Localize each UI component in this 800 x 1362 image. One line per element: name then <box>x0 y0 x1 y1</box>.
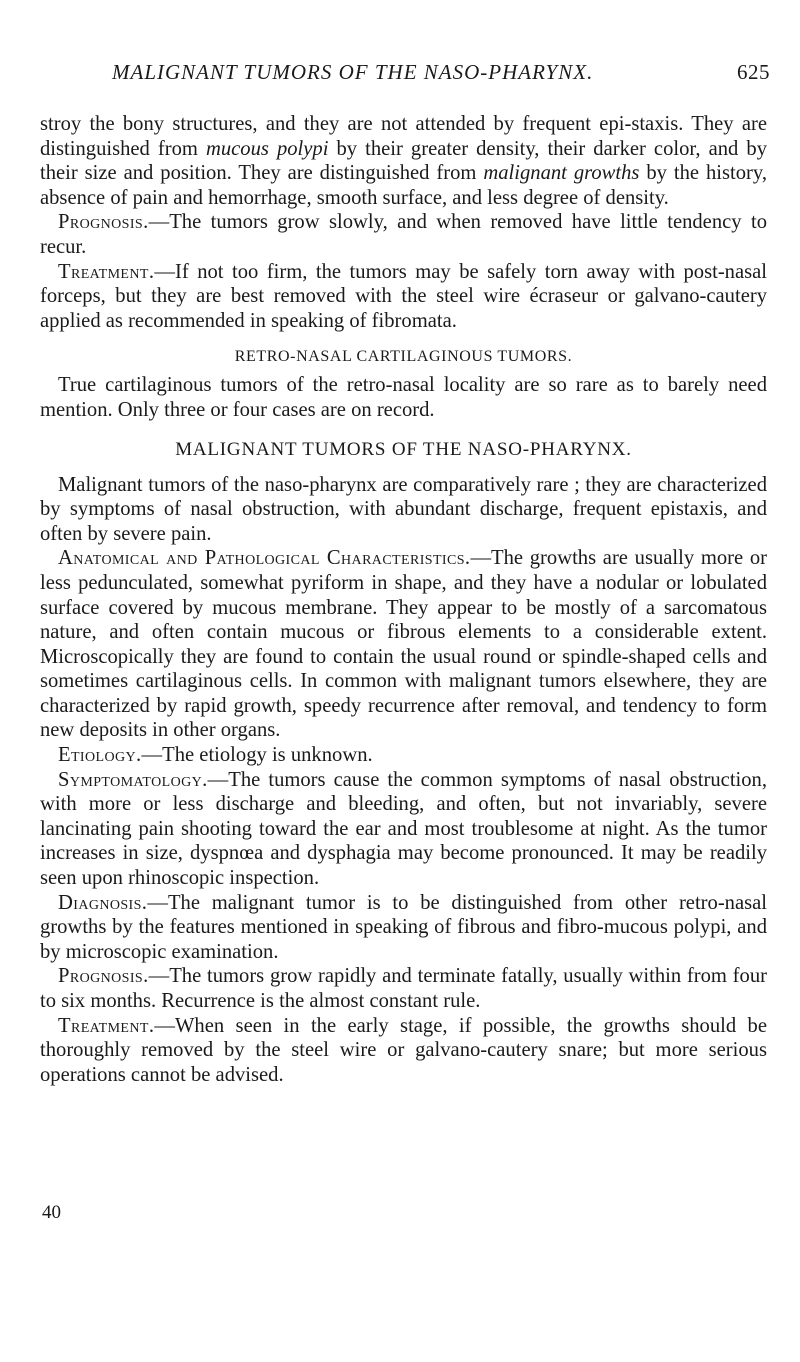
run-in-heading: Treatment. <box>58 260 155 283</box>
run-in-heading: Anatomical and Pathological Characteristics. <box>58 547 471 570</box>
text-run: —The growths are usually more or less pedunculated, somewhat pyriform in shape, and they have a nodular or lobulated surface covered by mucous membrane. They appear to be mostly of a sarcomatous nature, and often contain mucous or fibrous elements to a considerable extent. Microscopically they are found to contain the usual round or spindle-shaped cells and sometimes cartilaginous cells. In common with malignant tumors elsewhere, they are characterized by rapid growth, speedy recurrence after removal, and tendency to form new deposits in other organs. <box>40 547 767 742</box>
italic-term-mucous-polypi: mucous polypi <box>205 137 329 160</box>
text-run: —The malignant tumor is to be distinguished from other retro-nasal growths by the features mentioned in speaking of fibrous and fibro-mucous polypi, and by microscopic examination. <box>40 891 767 963</box>
section-subheading: RETRO-NASAL CARTILAGINOUS TUMORS. <box>234 348 573 366</box>
text-run: —The tumors cause the common symptoms of nasal obstruction, with more or less discharge and bleeding, and often, but not invariably, severe lancinating pain shooting toward the ear and most troublesome at night. As the tumor increases in size, dyspnœa and dysphagia may become pronounced. It may be readily seen upon rhinoscopic inspection. <box>40 768 767 890</box>
paragraph-prognosis <box>40 210 767 259</box>
text-run: —The tumors grow slowly, and when removed have little tendency to recur. <box>40 211 767 258</box>
paragraph-diagnosis <box>40 891 767 965</box>
paragraph-treatment-malignant <box>40 1014 767 1088</box>
run-in-heading: Etiology. <box>58 744 142 767</box>
section-heading: MALIGNANT TUMORS OF THE NASO-PHARYNX. <box>175 438 632 460</box>
paragraph-characteristics <box>40 546 767 743</box>
signature-mark: 40 <box>42 1202 61 1223</box>
paragraph-prognosis-malignant <box>40 964 767 1013</box>
run-in-heading: Prognosis. <box>58 211 149 234</box>
text-run: —If not too firm, the tumors may be safely torn away with post-nasal forceps, but they are best removed with the steel wire écraseur or galvano-cautery applied as recommended in speaking of fibromata. <box>40 260 767 332</box>
text-run: —When seen in the early stage, if possible, the growths should be thoroughly removed by the steel wire or galvano-cautery snare; but more serious operations cannot be advised. <box>40 1014 767 1086</box>
italic-term-malignant-growths: malignant growths <box>483 162 640 185</box>
text-run: by their greater density, their darker color, and by their size and position. They are distinguished from <box>40 137 767 185</box>
page-number: 625 <box>737 60 770 84</box>
running-title: MALIGNANT TUMORS OF THE NASO-PHARYNX. <box>112 60 594 84</box>
paragraph-cartilaginous: True cartilaginous tumors of the retro-nasal locality are so rare as to barely need mention. Only three or four cases are on record. <box>40 374 767 421</box>
text-run: stroy the bony structures, and they are not attended by frequent epi-staxis. They are distinguished from <box>40 113 767 160</box>
text-run: —The etiology is unknown. <box>141 744 373 767</box>
paragraph-malignant-intro: Malignant tumors of the naso-pharynx are comparatively rare ; they are characterized by symptoms of nasal obstruction, with abundant discharge, frequent epistaxis, and often by severe pain. <box>40 473 767 545</box>
run-in-heading: Prognosis. <box>58 965 149 988</box>
page-body <box>40 112 767 1087</box>
run-in-heading: Symptomatology. <box>58 768 208 791</box>
text-run: by the history, absence of pain and hemorrhage, smooth surface, and less degree of density. <box>40 162 767 209</box>
paragraph-treatment <box>40 260 767 334</box>
run-in-heading: Diagnosis. <box>58 891 148 914</box>
text-run: —The tumors grow rapidly and terminate fatally, usually within from four to six months. Recurrence is the almost constant rule. <box>40 965 767 1012</box>
paragraph-continuation <box>40 112 767 210</box>
paragraph-etiology <box>40 743 767 768</box>
paragraph-symptomatology <box>40 768 767 891</box>
run-in-heading: Treatment. <box>58 1014 155 1037</box>
